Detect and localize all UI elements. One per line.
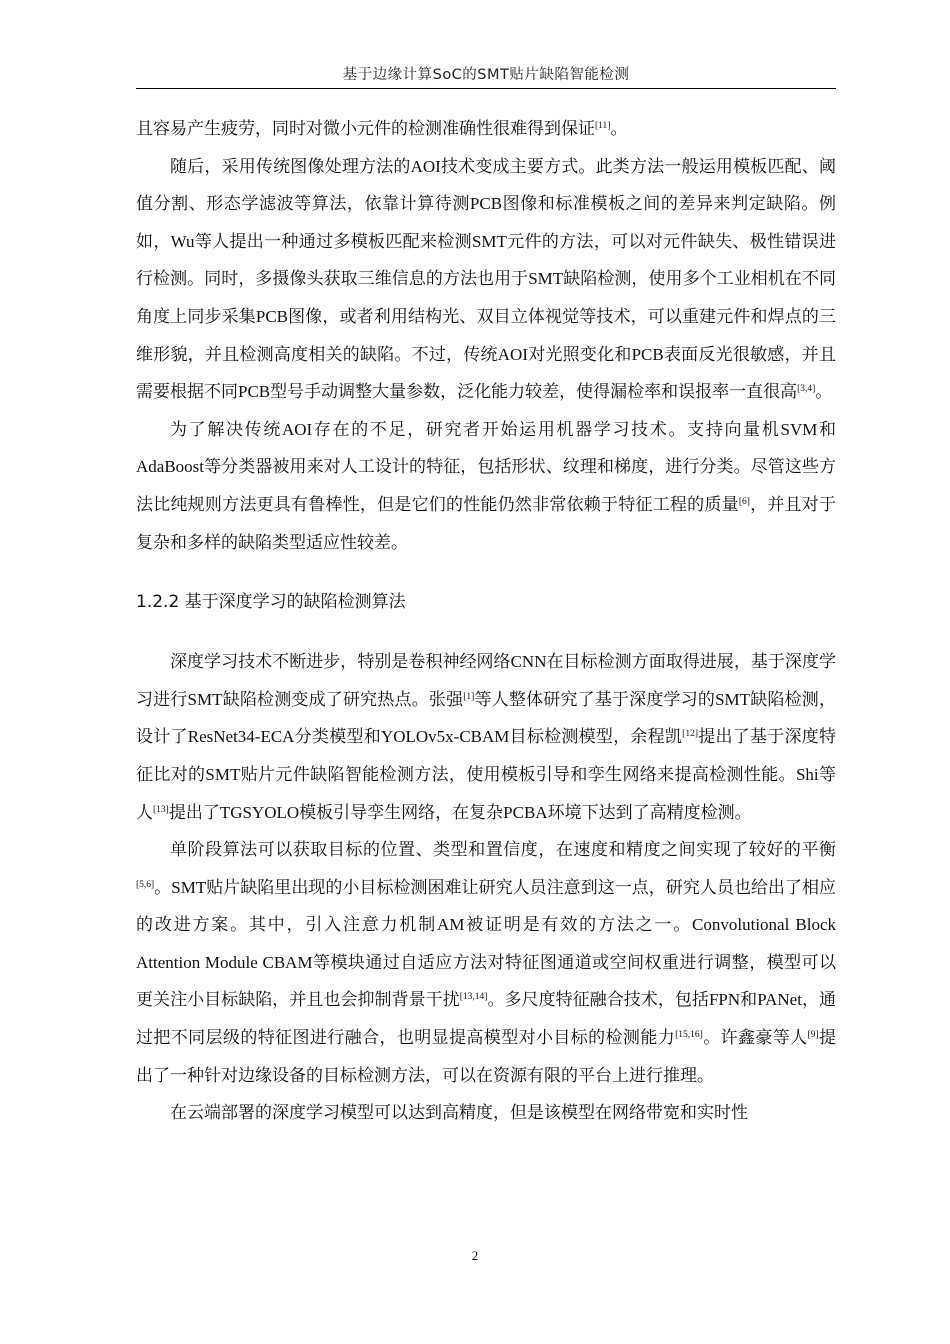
- citation-ref: [11]: [595, 121, 611, 131]
- citation-ref: [12]: [682, 729, 698, 740]
- citation-ref: [13]: [153, 804, 169, 815]
- citation-ref: [15,16]: [675, 1030, 703, 1041]
- paragraph-2: [136, 148, 836, 411]
- citation-ref: [1]: [463, 691, 475, 702]
- text-run: 。: [610, 119, 628, 138]
- text-run: 提出了TGSYOLO模板引导孪生网络，在复杂PCBA环境下达到了高精度检测。: [168, 802, 752, 822]
- running-header: 基于边缘计算SoC的SMT贴片缺陷智能检测: [342, 67, 630, 83]
- text-run: 为了解决传统AOI存在的不足，研究者开始运用机器学习技术。支持向量机SVM和AdaBoost等分类器被用来对人工设计的特征，包括形状、纹理和梯度，进行分类。尽管这些方法比纯规则方法更具有鲁棒性，但是它们的性能仍然非常依赖于特征工程的质量: [136, 419, 836, 514]
- text-run: 且容易产生疲劳，同时对微小元件的检测准确性很难得到保证: [136, 119, 595, 138]
- text-run: 提出了一种针对边缘设备的目标检测方法，可以在资源有限的平台上进行推理。: [136, 1028, 837, 1085]
- text-run: 。多尺度特征融合技术，包括FPN和PANet，通过把不同层级的特征图进行融合，也明显提高模型对小目标的检测能力: [136, 990, 837, 1048]
- text-run: 提出了基于深度特征比对的SMT贴片元件缺陷智能检测方法，使用模板引导和孪生网络来提高检测性能。Shi等人: [136, 727, 837, 822]
- paragraph-3: [136, 411, 836, 561]
- citation-ref: [9]: [807, 1030, 819, 1041]
- citation-ref: [5,6]: [136, 879, 155, 890]
- text-run: 在云端部署的深度学习模型可以达到高精度，但是该模型在网络带宽和实时性: [170, 1103, 748, 1123]
- text-run: ，并且对于复杂和多样的缺陷类型适应性较差。: [136, 494, 837, 552]
- section-heading: 1.2.2 基于深度学习的缺陷检测算法: [136, 592, 406, 613]
- text-run: 。SMT贴片缺陷里出现的小目标检测困难让研究人员注意到这一点，研究人员也给出了相应的改进方案。其中，引入注意力机制AM被证明是有效的方法之一。Convolutional Block Attention Module CBAM等模块通过自适应方法对特征图通道或空间权重进行调整，模型可以更关注小目标缺陷，并且也会抑制背景干扰: [136, 877, 836, 1010]
- citation-ref: [6]: [738, 496, 750, 507]
- text-run: 。: [815, 382, 833, 402]
- paragraph-5: [136, 831, 836, 1094]
- paragraph-4: [136, 643, 836, 831]
- page-body: [136, 110, 836, 1132]
- header-rule: [136, 88, 836, 89]
- paragraph-1: [136, 110, 836, 148]
- paragraph-6: [136, 1094, 836, 1132]
- text-run: 。许鑫豪等人: [702, 1028, 808, 1048]
- text-run: 等人整体研究了基于深度学习的SMT缺陷检测，设计了ResNet34-ECA分类模型和YOLOv5x-CBAM目标检测模型，余程凯: [136, 689, 836, 747]
- page-number: 2: [471, 1248, 479, 1263]
- text-run: 单阶段算法可以获取目标的位置、类型和置信度，在速度和精度之间实现了较好的平衡: [170, 840, 836, 860]
- text-run: 深度学习技术不断进步，特别是卷积神经网络CNN在目标检测方面取得进展，基于深度学习进行SMT缺陷检测变成了研究热点。张强: [136, 652, 836, 709]
- citation-ref: [13,14]: [459, 992, 488, 1003]
- citation-ref: [3,4]: [797, 384, 816, 395]
- text-run: 随后，采用传统图像处理方法的AOI技术变成主要方式。此类方法一般运用模板匹配、阈值分割、形态学滤波等算法，依靠计算待测PCB图像和标准模板之间的差异来判定缺陷。例如，Wu等人提出一种通过多模板匹配来检测SMT元件的方法，可以对元件缺失、极性错误进行检测。同时，多摄像头获取三维信息的方法也用于SMT缺陷检测，使用多个工业相机在不同角度上同步采集PCB图像，或者利用结构光、双目立体视觉等技术，可以重建元件和焊点的三维形貌，并且检测高度相关的缺陷。不过，传统AOI对光照变化和PCB表面反光很敏感，并且需要根据不同PCB型号手动调整大量参数，泛化能力较差，使得漏检率和误报率一直很高: [136, 156, 836, 402]
